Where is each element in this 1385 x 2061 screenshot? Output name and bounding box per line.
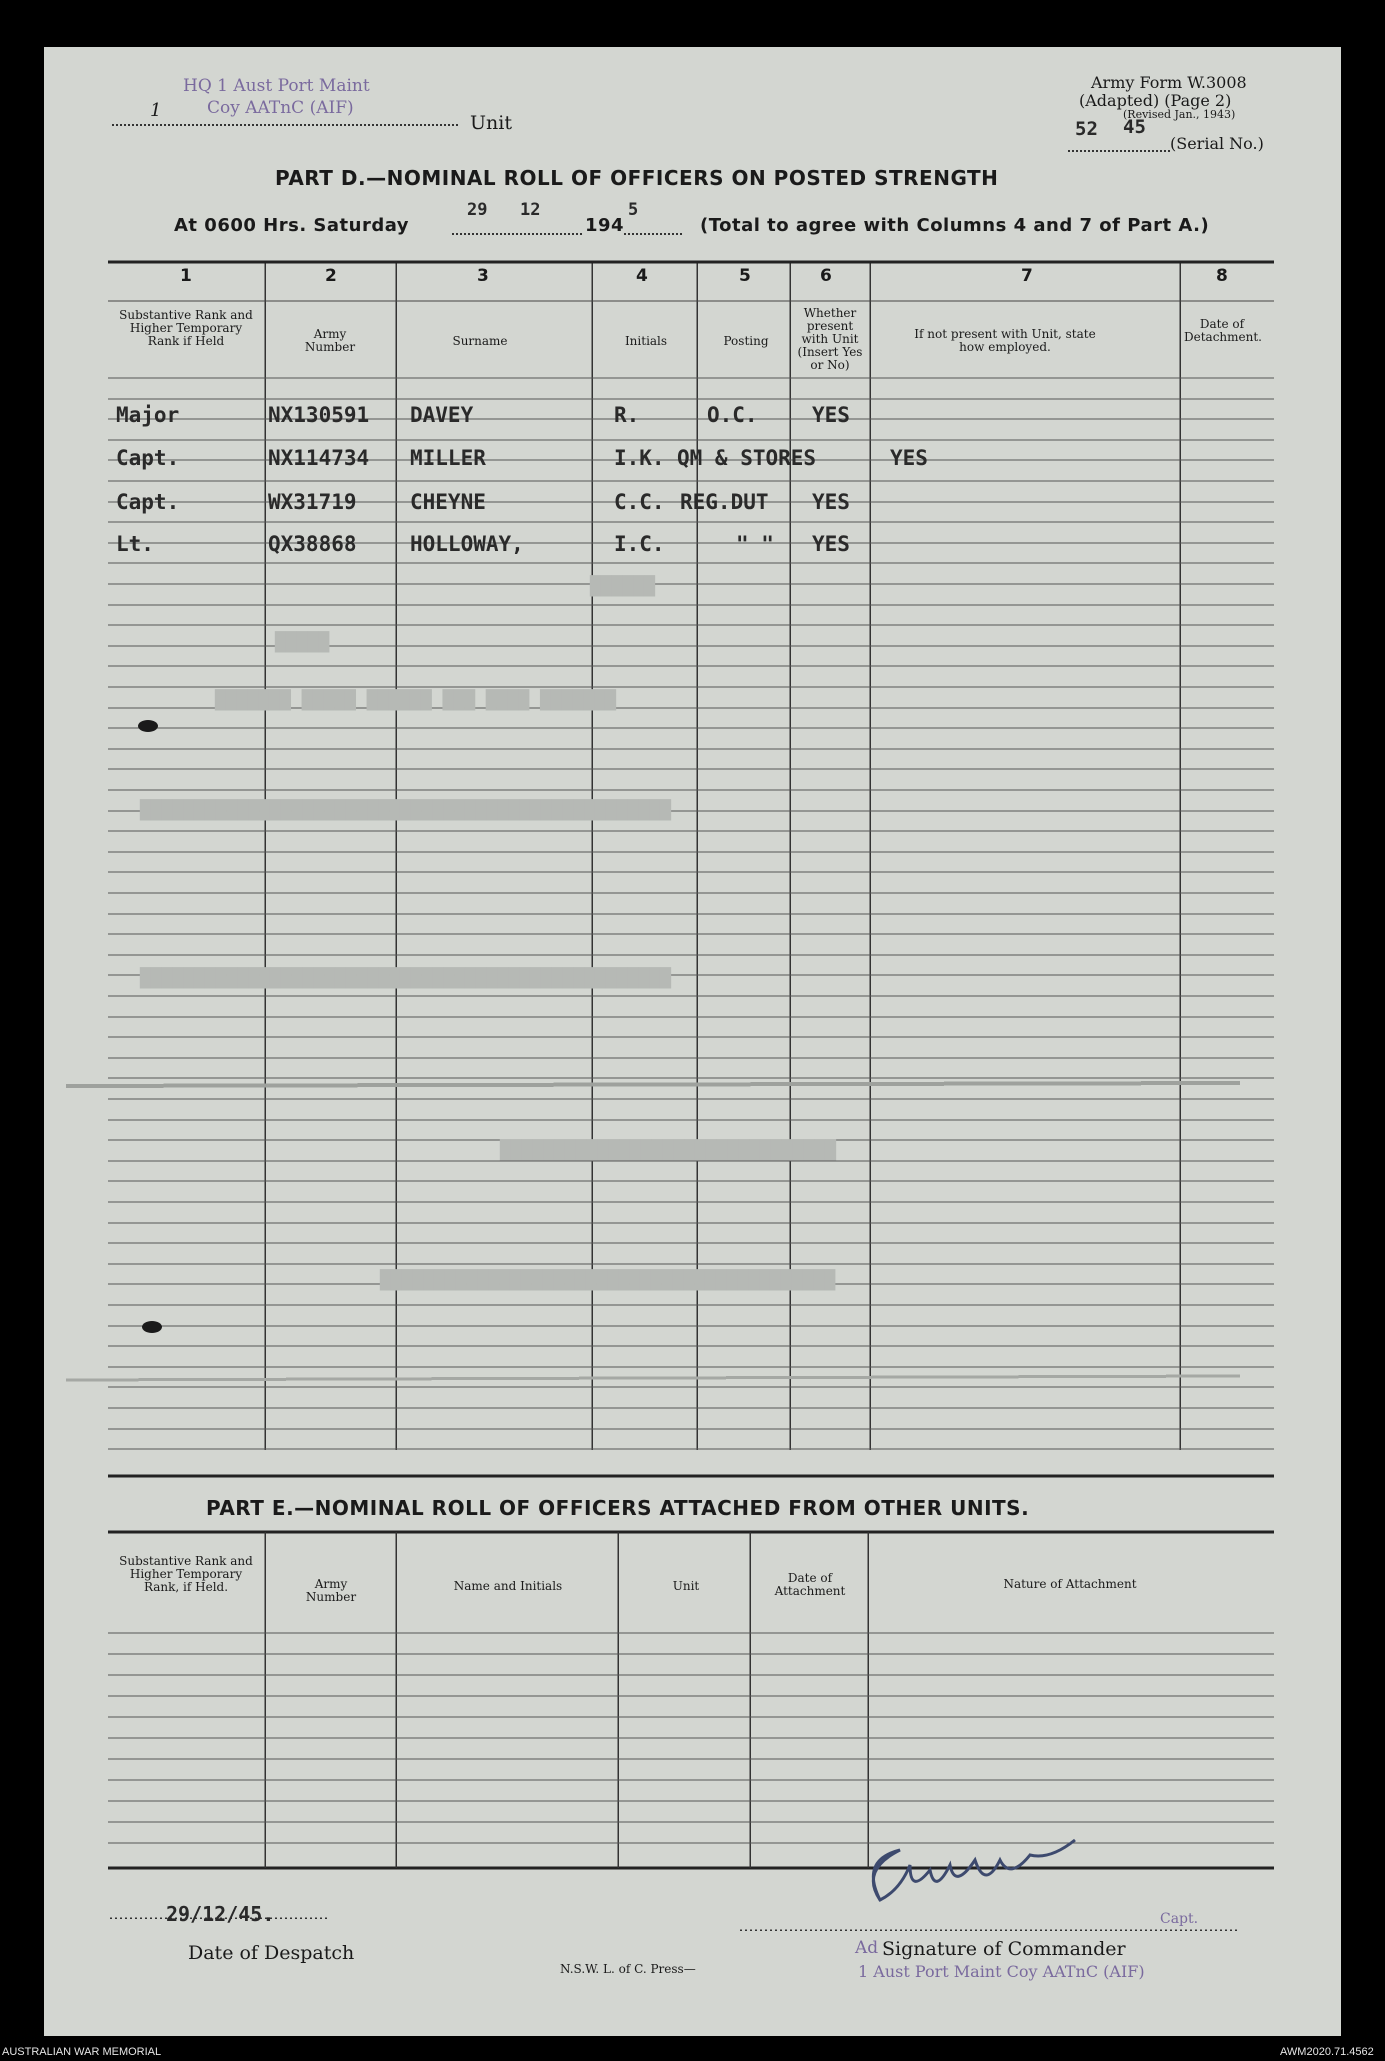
commander-stamp-unit: 1 Aust Port Maint Coy AATnC (AIF) [858, 1962, 1145, 1981]
commander-signature [873, 1840, 1075, 1900]
part-e-col-date: Date of Attachment [774, 1571, 846, 1598]
row-number: WX31719 [268, 490, 357, 514]
col-label-rank: Substantive Rank and Higher Temporary Rank if Held [119, 308, 253, 348]
col-num-2: 2 [325, 266, 338, 286]
press-imprint: N.S.W. L. of C. Press— [560, 1962, 696, 1976]
row-initials: I.C. [614, 532, 665, 556]
punch-hole [138, 720, 158, 732]
part-e-col-unit: Unit [672, 1579, 700, 1593]
row-posting: QM & STORES [677, 446, 817, 470]
row-employed: YES [890, 446, 928, 470]
date-dotted-line [452, 233, 582, 235]
row-present: YES [812, 532, 850, 556]
row-surname: DAVEY [410, 403, 474, 427]
row-surname: HOLLOWAY, [410, 532, 524, 556]
year-dotted-line [624, 233, 682, 235]
col-num-5: 5 [739, 266, 752, 286]
unit-prefix: 1 [150, 100, 162, 121]
row-initials: C.C. [614, 490, 665, 514]
serial-label: (Serial No.) [1170, 134, 1264, 153]
punch-hole [142, 1321, 162, 1333]
form-revised: (Revised Jan., 1943) [1123, 108, 1236, 121]
part-d-total-note: (Total to agree with Columns 4 and 7 of Part A.) [700, 215, 1210, 236]
col-label-present: Whether present with Unit (Insert Yes or No) [797, 306, 863, 372]
row-rank: Major [116, 403, 180, 427]
part-d-year-prefix: 194 [585, 215, 625, 236]
row-posting: O.C. [707, 403, 758, 427]
part-e-col-nature: Nature of Attachment [1003, 1577, 1137, 1591]
row-posting: " " [736, 532, 774, 556]
row-number: NX114734 [268, 446, 370, 470]
row-rank: Capt. [116, 490, 180, 514]
part-e-title: PART E.—NOMINAL ROLL OF OFFICERS ATTACHED FROM OTHER UNITS. [206, 1496, 1030, 1520]
col-label-detachment: Date of Detachment. [1184, 317, 1262, 344]
row-present: YES [812, 403, 850, 427]
row-present: YES [812, 490, 850, 514]
part-e-col-rank: Substantive Rank and Higher Temporary Rank, if Held. [119, 1554, 253, 1594]
serial-value: 52 [1075, 118, 1098, 140]
part-d-title: PART D.—NOMINAL ROLL OF OFFICERS ON POSTED STRENGTH [275, 166, 999, 190]
col-num-1: 1 [180, 266, 193, 286]
col-label-army-number: Army Number [304, 327, 356, 354]
part-d-year-digit: 5 [628, 200, 639, 220]
form-number: Army Form W.3008 [1091, 73, 1247, 92]
commander-stamp-rank: Capt. [1160, 1911, 1199, 1927]
col-num-3: 3 [477, 266, 490, 286]
commander-label: Signature of Commander [882, 1938, 1126, 1960]
col-label-posting: Posting [723, 334, 769, 348]
part-d-day: 29 [467, 200, 488, 220]
row-number: NX130591 [268, 403, 370, 427]
unit-label: Unit [470, 112, 512, 134]
col-num-7: 7 [1021, 266, 1034, 286]
form-adapted: (Adapted) (Page 2) [1079, 91, 1232, 110]
col-num-6: 6 [820, 266, 833, 286]
serial-year: 45 [1123, 116, 1146, 138]
archive-footer-left: AUSTRALIAN WAR MEMORIAL [2, 2046, 162, 2058]
row-surname: MILLER [410, 446, 486, 470]
row-surname: CHEYNE [410, 490, 486, 514]
part-e-col-army-number: Army Number [305, 1577, 357, 1604]
row-initials: R. [614, 403, 640, 427]
part-e-col-name: Name and Initials [453, 1579, 563, 1593]
unit-stamp-line2: Coy AATnC (AIF) [207, 98, 354, 118]
commander-stamp-prefix: Ad [855, 1938, 879, 1958]
unit-dotted-line [112, 124, 458, 126]
row-rank: Lt. [116, 532, 154, 556]
despatch-date-value: 29/12/45. [166, 1902, 275, 1926]
col-label-employed: If not present with Unit, state how employed. [914, 327, 1096, 354]
despatch-date-label: Date of Despatch [188, 1942, 355, 1964]
col-label-initials: Initials [624, 334, 668, 348]
row-posting: REG.DUT [680, 490, 769, 514]
row-initials: I.K. [614, 446, 665, 470]
unit-stamp-line1: HQ 1 Aust Port Maint [183, 76, 370, 96]
col-num-4: 4 [636, 266, 649, 286]
part-d-at-prefix: At 0600 Hrs. Saturday [174, 215, 410, 236]
row-number: QX38868 [268, 532, 357, 556]
col-label-surname: Surname [452, 334, 508, 348]
archive-footer-right: AWM2020.71.4562 [1280, 2046, 1374, 2058]
col-num-8: 8 [1216, 266, 1229, 286]
serial-dotted-line [1068, 150, 1170, 152]
row-rank: Capt. [116, 446, 180, 470]
part-d-month: 12 [520, 200, 541, 220]
